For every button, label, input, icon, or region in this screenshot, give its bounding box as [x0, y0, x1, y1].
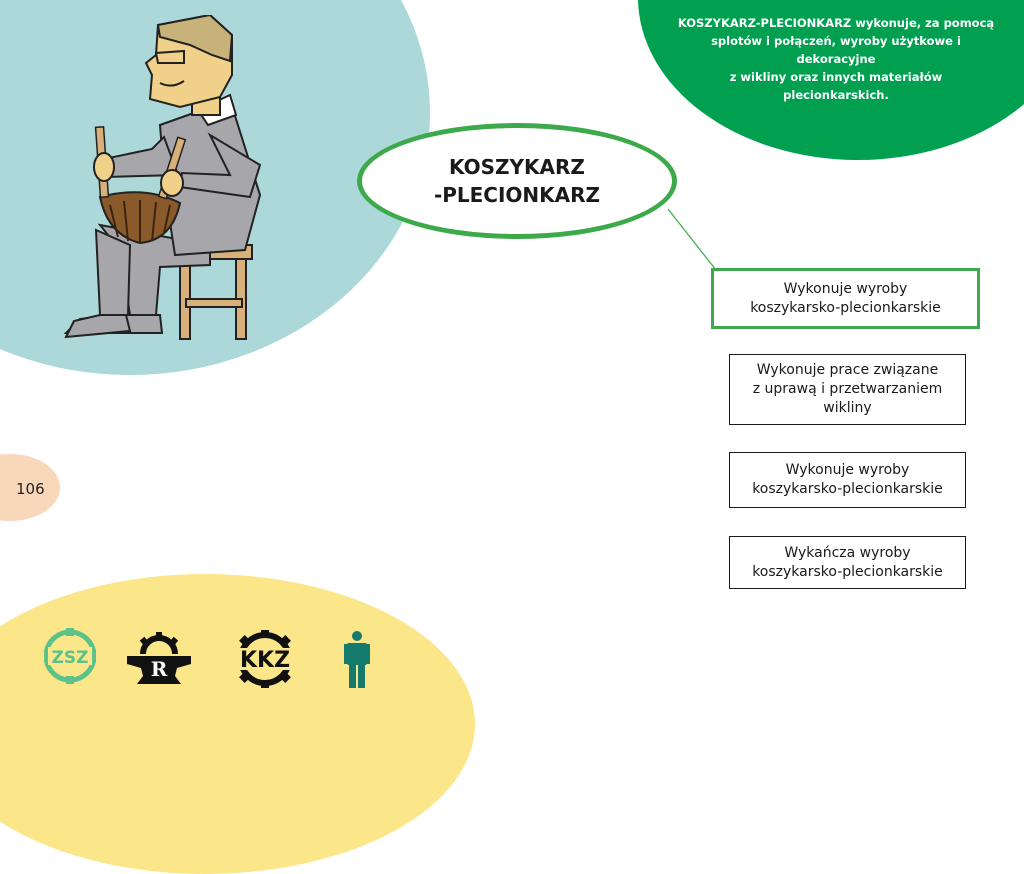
page-title: [434, 153, 600, 209]
option-line: z uprawą i przetwarzaniem: [752, 381, 943, 397]
page-number: 106: [16, 480, 45, 498]
option-box[interactable]: [729, 452, 966, 508]
intro-line: KOSZYKARZ-PLECIONKARZ wykonuje, za pomocą: [677, 16, 995, 30]
anvil-r-logo-text: R: [150, 657, 168, 681]
zsz-logo[interactable]: [44, 628, 96, 684]
option-line: Wykonuje wyroby: [785, 462, 910, 478]
title-oval: [357, 123, 677, 239]
option-box[interactable]: [729, 354, 966, 425]
option-line: wikliny: [823, 400, 872, 416]
option-line: koszykarsko-plecionkarskie: [750, 299, 941, 316]
zsz-logo-text: ZSZ: [51, 648, 89, 668]
kkz-gear-logo[interactable]: [226, 630, 304, 688]
person-icon[interactable]: [344, 630, 370, 688]
kkz-logo-text: KKZ: [239, 648, 291, 673]
background-blob-yellow: [0, 574, 475, 874]
basket-weaver-illustration: [60, 15, 270, 345]
intro-line: z wikliny oraz innych materiałów plecionkarskich.: [729, 70, 943, 102]
title-line: KOSZYKARZ: [449, 155, 585, 179]
anvil-r-logo[interactable]: [125, 630, 193, 686]
intro-line: splotów i połączeń, wyroby użytkowe i dekoracyjne: [711, 34, 961, 66]
option-line: koszykarsko-plecionkarskie: [752, 563, 943, 580]
title-line: -PLECIONKARZ: [433, 183, 601, 207]
option-line: Wykańcza wyroby: [784, 544, 911, 561]
intro-text: [676, 14, 996, 104]
option-line: Wykonuje prace związane: [756, 362, 939, 378]
option-line: Wykonuje wyroby: [783, 280, 908, 297]
option-box[interactable]: [729, 536, 966, 589]
option-line: koszykarsko-plecionkarskie: [752, 481, 943, 497]
option-box-selected[interactable]: [711, 268, 980, 329]
